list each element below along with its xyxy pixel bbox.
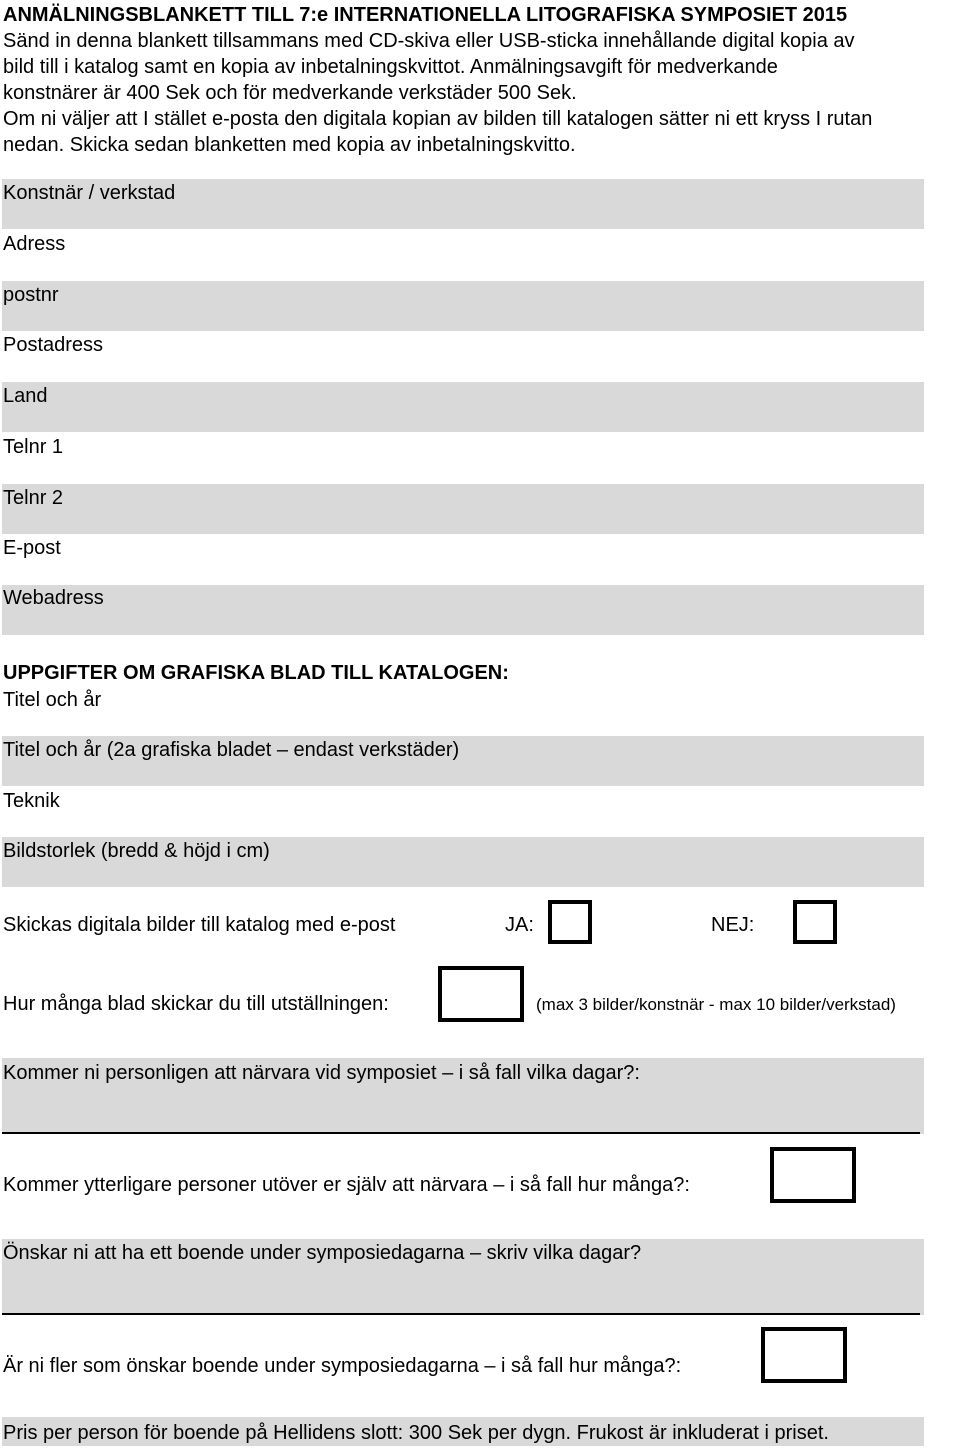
no-label: NEJ: bbox=[711, 914, 755, 936]
yes-checkbox[interactable] bbox=[548, 900, 592, 944]
attend-answer-line bbox=[2, 1132, 920, 1134]
sheets-note: (max 3 bilder/konstnär - max 10 bilder/verkstad) bbox=[536, 995, 896, 1014]
country-label: Land bbox=[3, 385, 48, 407]
postal-address-field[interactable] bbox=[2, 331, 924, 381]
intro-line: konstnärer är 400 Sek och för medverkande verkstäder 500 Sek. bbox=[3, 82, 577, 104]
intro-line: Sänd in denna blankett tillsammans med CD-skiva eller USB-sticka innehållande digital kopia av bbox=[3, 30, 855, 52]
artist-label: Konstnär / verkstad bbox=[3, 182, 176, 204]
sheets-count-box[interactable] bbox=[438, 966, 524, 1022]
postcode-field[interactable] bbox=[2, 281, 924, 331]
image-size-label: Bildstorlek (bredd & höjd i cm) bbox=[3, 840, 270, 862]
postcode-label: postnr bbox=[3, 284, 59, 306]
others-count-box[interactable] bbox=[770, 1147, 856, 1203]
email-question-label: Skickas digitala bilder till katalog med e-post bbox=[3, 914, 396, 936]
lodging-answer-line bbox=[2, 1313, 920, 1315]
technique-label: Teknik bbox=[3, 790, 60, 812]
address-label: Adress bbox=[3, 233, 66, 255]
lodging-count-label: Är ni fler som önskar boende under symposiedagarna – i så fall hur många?: bbox=[3, 1355, 682, 1377]
title-year-label: Titel och år bbox=[3, 689, 102, 711]
email-field[interactable] bbox=[2, 534, 924, 584]
phone2-field[interactable] bbox=[2, 484, 924, 534]
technique-field[interactable] bbox=[2, 787, 924, 835]
country-field[interactable] bbox=[2, 382, 924, 432]
title-year-2-label: Titel och år (2a grafiska bladet – endast verkstäder) bbox=[3, 739, 460, 761]
sheets-question-label: Hur många blad skickar du till utställningen: bbox=[3, 993, 389, 1015]
attend-question-label: Kommer ni personligen att närvara vid symposiet – i så fall vilka dagar?: bbox=[3, 1062, 640, 1084]
address-field[interactable] bbox=[2, 230, 924, 280]
form-title: ANMÄLNINGSBLANKETT TILL 7:e INTERNATIONELLA LITOGRAFISKA SYMPOSIET 2015 bbox=[3, 4, 848, 26]
phone2-label: Telnr 2 bbox=[3, 487, 64, 509]
title-year-field[interactable] bbox=[2, 686, 924, 734]
postal-address-label: Postadress bbox=[3, 334, 104, 356]
no-checkbox[interactable] bbox=[793, 900, 837, 944]
intro-line: Om ni väljer att I stället e-posta den digitala kopian av bilden till katalogen sätter ni ett kryss I rutan bbox=[3, 108, 873, 130]
website-label: Webadress bbox=[3, 587, 104, 609]
phone1-field[interactable] bbox=[2, 433, 924, 483]
others-question-label: Kommer ytterligare personer utöver er själv att närvara – i så fall hur många?: bbox=[3, 1174, 690, 1196]
website-field[interactable] bbox=[2, 585, 924, 635]
yes-label: JA: bbox=[505, 914, 534, 936]
catalog-heading: UPPGIFTER OM GRAFISKA BLAD TILL KATALOGEN: bbox=[3, 662, 509, 684]
intro-line: bild till i katalog samt en kopia av inbetalningskvittot. Anmälningsavgift för medverkande bbox=[3, 56, 778, 78]
phone1-label: Telnr 1 bbox=[3, 436, 64, 458]
price-note: Pris per person för boende på Hellidens slott: 300 Sek per dygn. Frukost är inkluderat i priset. bbox=[3, 1422, 829, 1444]
intro-line: nedan. Skicka sedan blanketten med kopia av inbetalningskvitto. bbox=[3, 134, 576, 156]
lodging-count-box[interactable] bbox=[761, 1327, 847, 1383]
email-label: E-post bbox=[3, 537, 61, 559]
lodging-question-label: Önskar ni att ha ett boende under symposiedagarna – skriv vilka dagar? bbox=[3, 1242, 642, 1264]
